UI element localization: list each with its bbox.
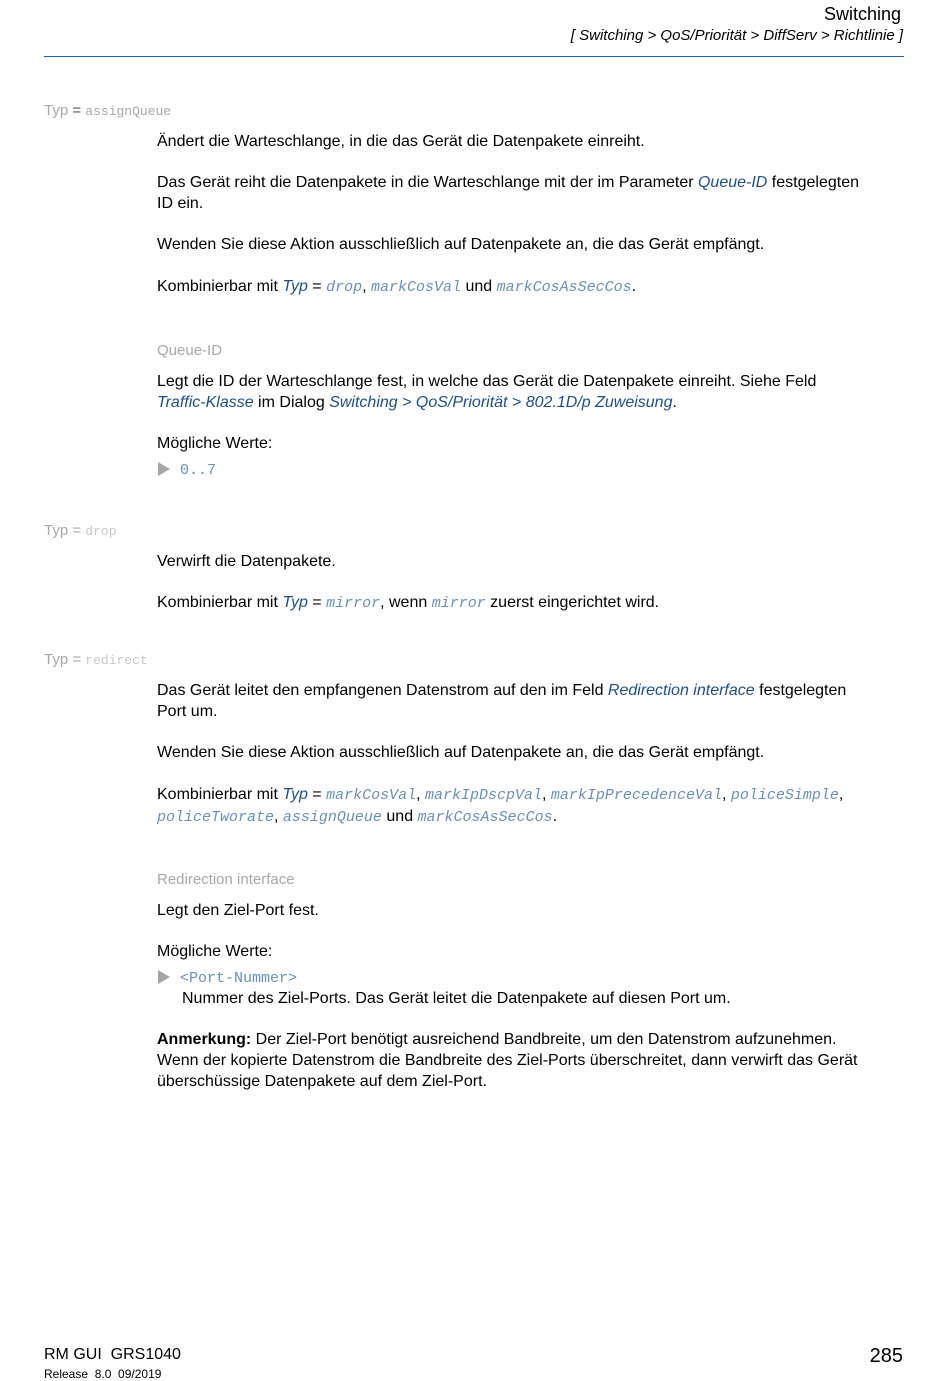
code-markipprecedenceval: markIpPrecedenceVal [550,787,722,804]
assign-paragraph-3: Wenden Sie diese Aktion ausschließlich auf Datenpakete an, die das Gerät empfängt. [157,236,765,253]
text: festgelegten [767,174,859,191]
text: zuerst eingerichtet wird. [485,594,660,611]
queue-id-paragraph [157,371,903,413]
text: und [381,808,418,825]
heading-equals: = [72,651,82,668]
code-policetworate: policeTworate [157,809,275,826]
code-markipdscpval: markIpDscpVal [425,787,543,804]
heading-value: drop [85,524,117,539]
header-breadcrumb: [ Switching > QoS/Priorität > DiffServ > Richtlinie ] [570,27,903,44]
text: Port um. [157,703,218,720]
note-paragraph [157,1029,903,1092]
text: , [542,786,551,803]
text: , wenn [380,594,432,611]
bullet-triangle-icon [158,970,170,984]
heading-assign-queue [44,102,171,119]
dialog-link[interactable]: Switching > QoS/Priorität > 802.1D/p Zuweisung [329,394,673,411]
redirection-value-description: Nummer des Ziel-Ports. Das Gerät leitet die Datenpakete auf diesen Port um. [182,990,731,1007]
assign-paragraph-1: Ändert die Warteschlange, in die das Gerät die Datenpakete einreiht. [157,133,645,150]
heading-typ-label: Typ [44,522,69,539]
redirection-interface-link[interactable]: Redirection interface [607,682,755,699]
redirection-interface-paragraph: Legt den Ziel-Port fest. [157,902,319,919]
queue-id-title: Queue-ID [157,342,223,359]
text: ID ein. [157,195,204,212]
heading-value: redirect [85,653,148,668]
heading-redirect [44,651,148,668]
heading-typ-label: Typ [44,102,69,119]
code-markcosassec: markCosAsSecCos [417,809,553,826]
text: , [721,786,731,803]
text: und [461,278,497,295]
text: . [672,394,677,411]
text: Legt die ID der Warteschlange fest, in welche das Gerät die Datenpakete einreiht. Siehe Feld [157,373,817,390]
bullet-triangle-icon [158,462,170,476]
code-drop: drop [326,279,363,296]
typ-link[interactable]: Typ [282,786,308,803]
text: , [362,278,371,295]
redirect-paragraph-2: Wenden Sie diese Aktion ausschließlich auf Datenpakete an, die das Gerät empfängt. [157,744,765,761]
drop-paragraph-1: Verwirft die Datenpakete. [157,553,336,570]
queue-id-values-label: Mögliche Werte: [157,435,273,452]
note-label: Anmerkung: [157,1031,252,1048]
text: , [274,808,283,825]
text: , [416,786,425,803]
heading-value: assignQueue [85,104,172,119]
code-markcosval: markCosVal [326,787,417,804]
typ-link[interactable]: Typ [282,594,308,611]
heading-equals: = [72,102,82,119]
text: überschüssige Datenpakete auf dem Ziel-Port. [157,1073,487,1090]
text: = [307,786,327,803]
text: im Dialog [253,394,330,411]
text: Das Gerät reiht die Datenpakete in die Warteschlange mit der im Parameter [157,174,698,191]
text: Kombinierbar mit [157,278,283,295]
text: Das Gerät leitet den empfangenen Datenstrom auf den im Feld [157,682,608,699]
text: Kombinierbar mit [157,594,283,611]
heading-typ-label: Typ [44,651,69,668]
text: Kombinierbar mit [157,786,283,803]
code-policesimple: policeSimple [730,787,839,804]
traffic-klasse-link[interactable]: Traffic-Klasse [157,394,254,411]
redirection-value-item [158,969,297,987]
text: , [838,786,844,803]
queue-id-value-item [158,461,216,479]
redirect-paragraph-1 [157,680,903,722]
footer-release: Release 8.0 09/2019 [44,1367,162,1381]
value-port-number: <Port-Nummer> [180,970,298,987]
redirection-interface-title: Redirection interface [157,871,295,888]
page-number: 285 [869,1345,903,1367]
text: Der Ziel-Port benötigt ausreichend Bandbreite, um den Datenstrom aufzunehmen. [251,1031,837,1048]
footer-document: RM GUI GRS1040 [44,1346,181,1363]
text: . [552,808,558,825]
code-markcosassec: markCosAsSecCos [496,279,632,296]
drop-paragraph-2 [157,592,903,614]
text: . [631,278,637,295]
redirect-paragraph-3 [157,784,903,828]
code-assignqueue: assignQueue [282,809,382,826]
heading-drop [44,522,117,539]
redirection-values-label: Mögliche Werte: [157,943,273,960]
text: = [307,594,327,611]
header-divider [44,56,904,57]
heading-equals: = [72,522,82,539]
code-mirror: mirror [431,595,486,612]
code-markcosval: markCosVal [371,279,462,296]
value-range: 0..7 [180,462,217,479]
typ-link[interactable]: Typ [282,278,308,295]
text: festgelegten [754,682,847,699]
queue-id-link[interactable]: Queue-ID [697,174,768,191]
header-title: Switching [823,4,901,24]
text: = [307,278,327,295]
assign-paragraph-2 [157,172,903,214]
text: Wenn der kopierte Datenstrom die Bandbreite des Ziel-Ports überschreitet, dann verwirft das Gerät [157,1052,858,1069]
code-mirror: mirror [326,595,381,612]
assign-paragraph-4 [157,276,903,298]
